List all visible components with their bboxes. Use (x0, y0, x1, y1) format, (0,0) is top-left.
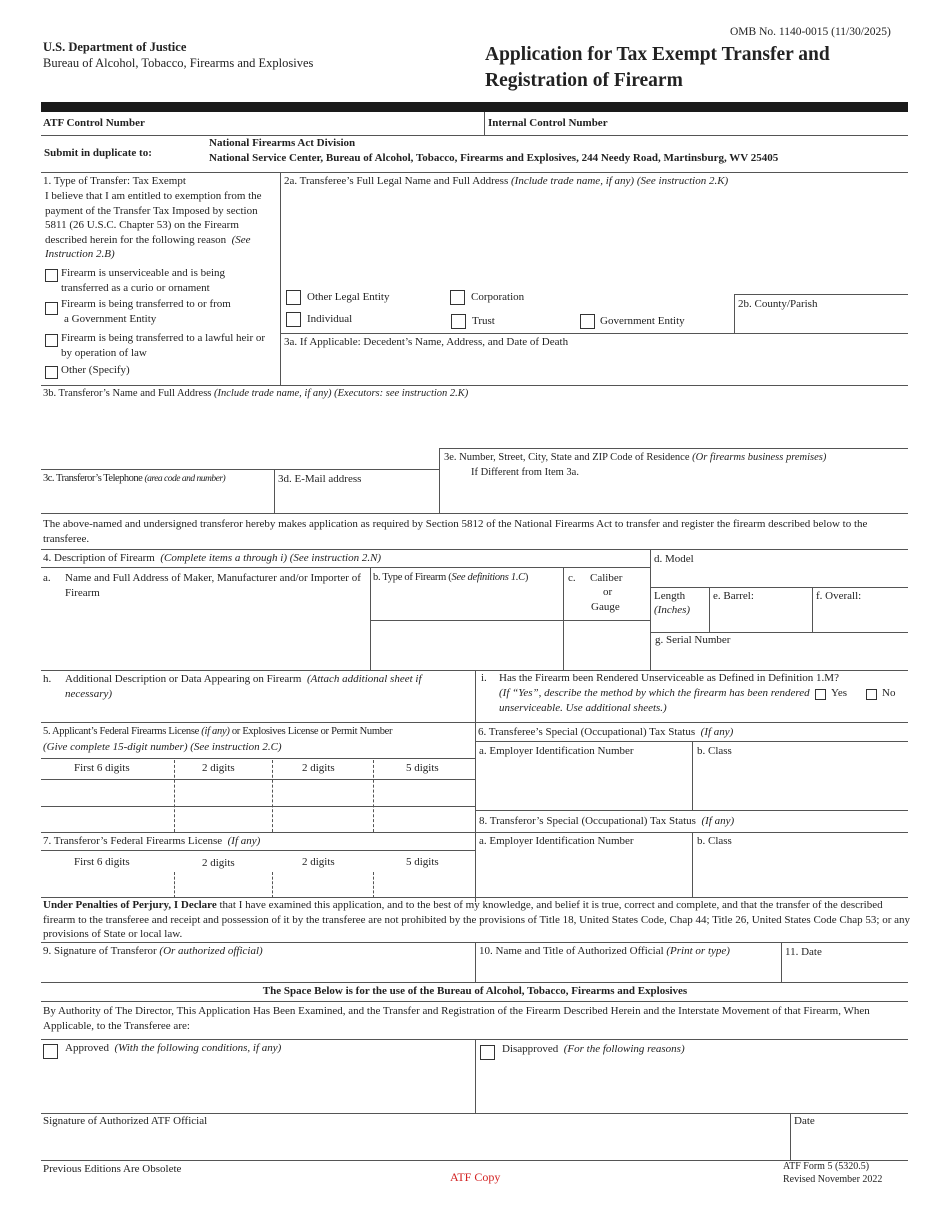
item3b-label: 3b. Transferor’s Name and Full Address (Include trade name, if any) (Executors: see instruction 2.K) (43, 388, 469, 399)
opt-other-label: Other (Specify) (61, 364, 130, 376)
atf-control-number-label: ATF Control Number (43, 117, 145, 129)
form-title-line1: Application for Tax Exempt Transfer and (485, 44, 830, 65)
opt-government-label-line2: a Government Entity (64, 313, 157, 325)
previous-editions-note: Previous Editions Are Obsolete (43, 1163, 182, 1175)
item4c-caliber: Caliber (590, 572, 623, 584)
item4c-num: c. (568, 572, 576, 584)
item3a-label: 3a. If Applicable: Decedent’s Name, Address, and Date of Death (284, 336, 569, 348)
item5-col-5: 5 digits (406, 762, 439, 774)
internal-control-number-label: Internal Control Number (488, 117, 608, 129)
item2b-county-label: 2b. County/Parish (738, 298, 818, 310)
approved-checkbox[interactable] (43, 1044, 58, 1059)
item5-ffl-label: 5. Applicant’s Federal Firearms License (if any) or Explosives License or Permit Number (43, 726, 393, 737)
submit-in-duplicate-label: Submit in duplicate to: (44, 147, 152, 159)
opt-government-checkbox[interactable] (45, 302, 58, 315)
item4f-overall-label: f. Overall: (816, 590, 862, 602)
item10-official-label: 10. Name and Title of Authorized Official (Print or type) (479, 945, 730, 957)
item5-sub-label: (Give complete 15-digit number) (See instruction 2.C) (43, 741, 282, 753)
other-legal-entity-checkbox[interactable] (286, 290, 301, 305)
revision-date: Revised November 2022 (783, 1174, 883, 1185)
disapproved-checkbox[interactable] (480, 1045, 495, 1060)
atf-date-label: Date (794, 1115, 815, 1127)
unserviceable-no-checkbox[interactable] (866, 689, 877, 700)
item7-col-2a: 2 digits (202, 857, 235, 869)
individual-label: Individual (307, 313, 353, 325)
bureau-name: Bureau of Alcohol, Tobacco, Firearms and Explosives (43, 56, 314, 70)
item4i-hint: (If “Yes”, describe the method by which the firearm has been rendered unserviceable. Use additional sheets.) (499, 687, 810, 714)
item4i-label: Has the Firearm been Rendered Unserviceable as Defined in Definition 1.M? (499, 672, 839, 684)
government-entity-checkbox[interactable] (580, 314, 595, 329)
individual-checkbox[interactable] (286, 312, 301, 327)
item7-col-5: 5 digits (406, 856, 439, 868)
item6-label: 6. Transferee’s Special (Occupational) Tax Status (If any) (478, 726, 734, 738)
unserviceable-no-label: No (882, 687, 896, 699)
trust-checkbox[interactable] (451, 314, 466, 329)
government-entity-label: Government Entity (600, 315, 685, 327)
item3d-email-label: 3d. E-Mail address (278, 473, 362, 485)
item9-signature-label: 9. Signature of Transferor (Or authorized official) (43, 945, 263, 957)
item3e-label: 3e. Number, Street, City, State and ZIP Code of Residence (Or firearms business premises) (444, 452, 827, 463)
form-number: ATF Form 5 (5320.5) (783, 1161, 870, 1172)
item1-exemption-text: I believe that I am entitled to exemption from the payment of the Transfer Tax Imposed by section 5811 (26 U.S.C. Chapter 53) on the Firearm described herein for the following reason (See Instruction 2.B) (45, 190, 262, 260)
item8-label: 8. Transferor’s Special (Occupational) Tax Status (If any) (479, 815, 735, 827)
item4g-serial-label: g. Serial Number (655, 634, 731, 646)
item4c-gauge: Gauge (591, 601, 620, 613)
opt-heir-label: Firearm is being transferred to a lawful heir or by operation of law (61, 332, 266, 359)
item6b-class-label: b. Class (697, 745, 732, 757)
item4h-num: h. (43, 673, 52, 685)
application-statement: The above-named and undersigned transferor hereby makes application as required by Section 5812 of the National Firearms Act to transfer and register the firearm described below to the transferee. (43, 518, 868, 545)
other-legal-entity-label: Other Legal Entity (307, 291, 390, 303)
item2a-label: 2a. Transferee’s Full Legal Name and Full Address (Include trade name, if any) (See instruction 2.K) (284, 175, 729, 187)
unserviceable-yes-label: Yes (831, 687, 848, 699)
item7-ffl-label: 7. Transferor’s Federal Firearms License (If any) (43, 835, 261, 847)
opt-heir-checkbox[interactable] (45, 334, 58, 347)
item5-col-2b: 2 digits (302, 762, 335, 774)
disapproved-label: Disapproved (For the following reasons) (502, 1043, 685, 1055)
nsc-address: National Service Center, Bureau of Alcohol, Tobacco, Firearms and Explosives, 244 Needy Road, Martinsburg, WV 25405 (209, 152, 779, 164)
item1-type-of-transfer: 1. Type of Transfer: Tax Exempt (43, 175, 186, 187)
opt-unserviceable-label: Firearm is unserviceable and is being transferred as a curio or ornament (61, 267, 226, 294)
item4i-num: i. (481, 672, 487, 684)
item7-col-2b: 2 digits (302, 856, 335, 868)
item8b-class-label: b. Class (697, 835, 732, 847)
item3c-telephone-label: 3c. Transferor’s Telephone (area code and number) (43, 473, 226, 484)
item4c-or: or (603, 586, 613, 598)
item4a-maker-label: Name and Full Address of Maker, Manufacturer and/or Importer of Firearm (65, 572, 361, 599)
item5-col-2a: 2 digits (202, 762, 235, 774)
form-title-line2: Registration of Firearm (485, 70, 683, 91)
item4-length-label: Length (654, 590, 686, 602)
unserviceable-yes-checkbox[interactable] (815, 689, 826, 700)
opt-unserviceable-checkbox[interactable] (45, 269, 58, 282)
item5-col-first6: First 6 digits (74, 762, 130, 774)
perjury-declaration: Under Penalties of Perjury, I Declare that I have examined this application, and to the best of my knowledge, and belief it is true, correct and complete, and that the transfer of the described firearm to the transferee and receipt and possession of it by the transferee are not prohibited by the provisions of Title 18, United States Code, Chap 44; Title 26, United States Code Chap 53; or any provisions of State or local law. (43, 899, 911, 940)
atf-use-heading: The Space Below is for the use of the Bureau of Alcohol, Tobacco, Firearms and Explosives (262, 985, 688, 997)
item8a-ein-label: a. Employer Identification Number (479, 835, 634, 847)
corporation-checkbox[interactable] (450, 290, 465, 305)
trust-label: Trust (472, 315, 495, 327)
item4e-barrel-label: e. Barrel: (713, 590, 754, 602)
omb-number: OMB No. 1140-0015 (11/30/2025) (730, 26, 891, 38)
item11-date-label: 11. Date (785, 946, 822, 958)
department-name: U.S. Department of Justice (43, 40, 187, 54)
item4-description-label: 4. Description of Firearm (Complete items a through i) (See instruction 2.N) (43, 552, 382, 564)
item4-inches-label: (Inches) (654, 604, 691, 616)
item4d-model-label: d. Model (654, 553, 694, 565)
header-bar (41, 102, 908, 112)
nfa-division: National Firearms Act Division (209, 137, 356, 149)
item3e-line2: If Different from Item 3a. (471, 467, 579, 478)
approved-label: Approved (With the following conditions, if any) (65, 1042, 282, 1054)
atf-official-signature-label: Signature of Authorized ATF Official (43, 1115, 208, 1127)
opt-other-checkbox[interactable] (45, 366, 58, 379)
item4h-label: Additional Description or Data Appearing on Firearm (Attach additional sheet if necessary) (65, 673, 422, 700)
item7-col-first6: First 6 digits (74, 856, 130, 868)
item6a-ein-label: a. Employer Identification Number (479, 745, 634, 757)
item4a-num: a. (43, 572, 51, 584)
corporation-label: Corporation (471, 291, 525, 303)
atf-authority-text: By Authority of The Director, This Application Has Been Examined, and the Transfer and Registration of the Firearm Described Herein and the Interstate Movement of that Firearm, When Applicable, to the Transferee are: (43, 1005, 870, 1032)
item4b-type-label: b. Type of Firearm (See definitions 1.C) (373, 572, 529, 583)
atf-copy-label: ATF Copy (450, 1170, 501, 1184)
opt-government-label-line1: Firearm is being transferred to or from (61, 298, 231, 310)
